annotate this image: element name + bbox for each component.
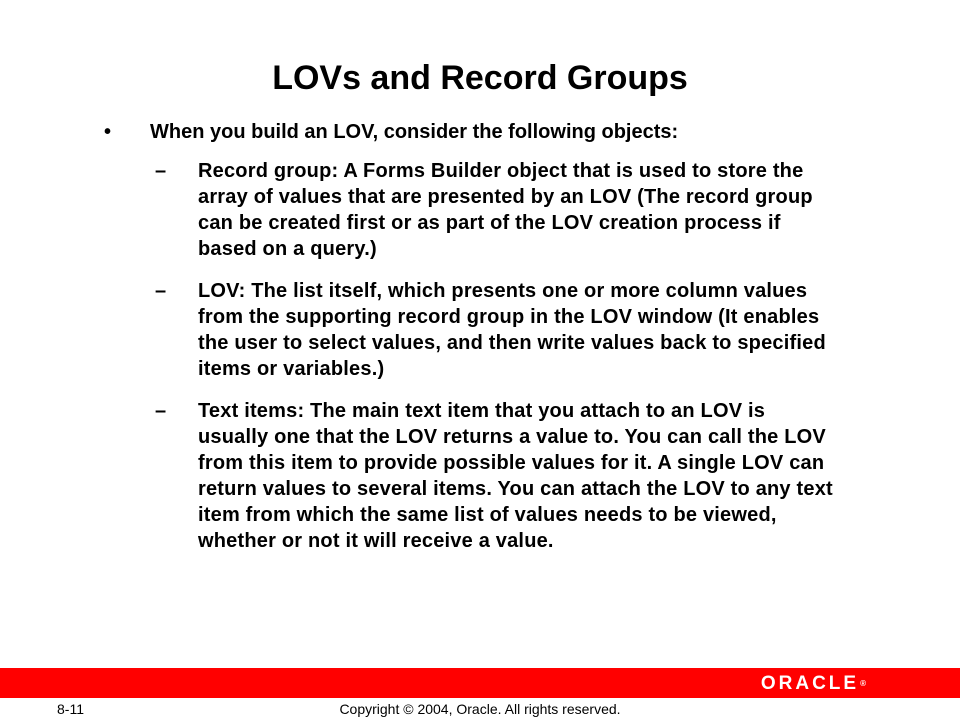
bullet-marker: •	[104, 121, 112, 143]
dash-marker: –	[155, 400, 167, 422]
subitem-text: Record group: A Forms Builder object that is used to store the array of values that are presented by an LOV (The record group can be created first or as part of the LOV creation process if based on a query.)	[198, 160, 813, 260]
subitem-text: Text items: The main text item that you attach to an LOV is usually one that the LOV returns a value to. You can call the LOV from this item to provide possible values for it. A single LOV can return values to several items. You can attach the LOV to any text item from which the same list of values needs to be viewed, whether or not it will receive a value.	[198, 400, 833, 552]
registered-mark: ®	[860, 679, 866, 688]
subitem-lov	[0, 278, 838, 382]
slide-title: LOVs and Record Groups	[272, 59, 688, 97]
footer	[0, 700, 960, 720]
copyright-text: Copyright © 2004, Oracle. All rights reserved.	[339, 701, 621, 717]
oracle-logo-text: ORACLE	[760, 673, 860, 694]
bullet-item	[0, 120, 870, 144]
subitem-record-group	[0, 158, 838, 262]
footer-bar	[0, 668, 960, 698]
oracle-logo	[761, 674, 866, 694]
subitem-text-items	[0, 398, 838, 554]
dash-marker: –	[155, 280, 167, 302]
slide-content	[0, 120, 960, 570]
page-number: 8-11	[57, 701, 84, 717]
dash-marker: –	[155, 160, 167, 182]
subitem-text: LOV: The list itself, which presents one or more column values from the supporting record group in the LOV window (It enables the user to select values, and then write values back to specified items or variables.)	[198, 280, 826, 380]
bullet-text: When you build an LOV, consider the following objects:	[150, 121, 679, 143]
subitem-list	[0, 158, 960, 554]
